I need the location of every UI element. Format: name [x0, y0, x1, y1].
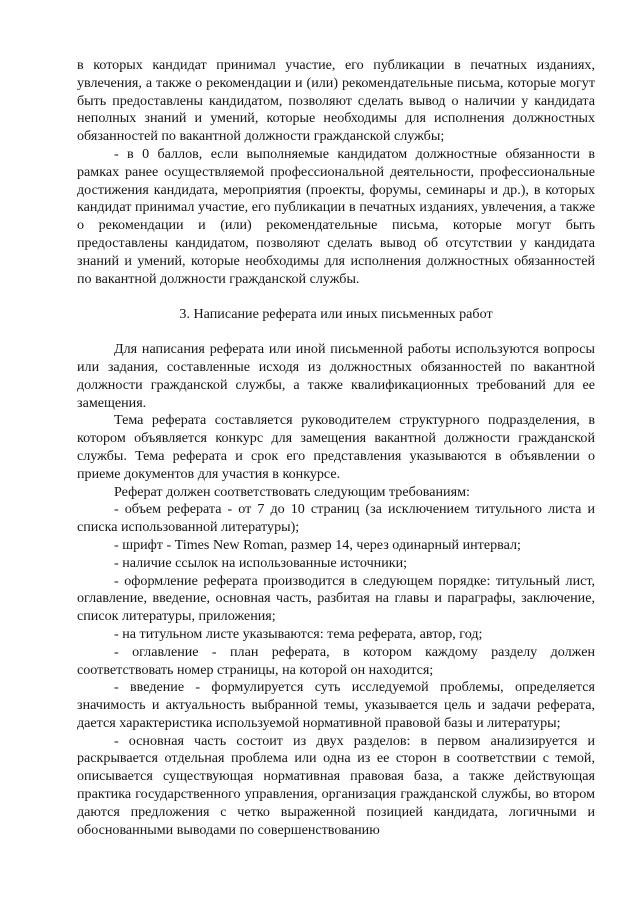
list-item: - основная часть состоит из двух разделов: в первом анализируется и раскрывается отдельная проблема или одна из ее сторон в соответствии с темой, описывается существующая нормативная правовая база, а также действующая практика государственного управления, организация гражданской службы, во втором даются предложения с четко выраженной позицией кандидата, логичными и обоснованными выводами по совершенствованию: [77, 732, 595, 838]
list-item: - объем реферата - от 7 до 10 страниц (за исключением титульного листа и списка использованной литературы);: [77, 501, 595, 536]
paragraph: Для написания реферата или иной письменной работы используются вопросы или задания, составленные исходя из должностных обязанностей по вакантной должности гражданской службы, а также квалификационных требований для ее замещения.: [77, 341, 595, 411]
list-item: - оформление реферата производится в следующем порядке: титульный лист, оглавление, введение, основная часть, разбитая на главы и параграфы, заключение, список литературы, приложения;: [77, 572, 595, 625]
paragraph: Реферат должен соответствовать следующим требованиям:: [114, 483, 470, 500]
paragraph-continuation: в которых кандидат принимал участие, его публикации в печатных изданиях, увлечения, а также о рекомендации и (или) рекомендательные письма, которые могут быть предоставлены кандидатом, позволяют сделать вывод о наличии у кандидата неполных знаний и умений, которые необходимы для исполнения должностных обязанностей по вакантной должности гражданской службы;: [77, 57, 595, 145]
page-content: [77, 57, 595, 839]
list-item: - наличие ссылок на использованные источники;: [114, 554, 408, 571]
paragraph: Тема реферата составляется руководителем структурного подразделения, в котором объявляется конкурс для замещения вакантной должности гражданской службы. Тема реферата и срок его представления указываются в объявлении о приеме документов для участия в конкурсе.: [77, 412, 595, 482]
list-item: - шрифт - Times New Roman, размер 14, через одинарный интервал;: [114, 536, 521, 553]
list-item: - оглавление - план реферата, в котором каждому разделу должен соответствовать номер страницы, на которой он находится;: [77, 643, 595, 678]
list-item: - на титульном листе указываются: тема реферата, автор, год;: [114, 625, 483, 642]
section-heading: 3. Написание реферата или иных письменных работ: [179, 306, 493, 323]
list-item: - введение - формулируется суть исследуемой проблемы, определяется значимость и актуальность выбранной темы, указывается цель и задачи реферата, дается характеристика используемой нормативной правовой базы и литературы;: [77, 679, 595, 731]
paragraph-zero-points: - в 0 баллов, если выполняемые кандидатом должностные обязанности в рамках ранее осуществляемой профессиональной деятельности, профессиональные достижения кандидата, мероприятия (проекты, форумы, семинары и др.), в которых кандидат принимал участие, его публикации в печатных изданиях, увлечения, а также о рекомендации и (или) рекомендательные письма, которые могут быть предоставлены кандидатом, позволяют сделать вывод об отсутствии у кандидата знаний и умений, которые необходимы для исполнения должностных обязанностей по вакантной должности гражданской службы.: [77, 145, 595, 287]
